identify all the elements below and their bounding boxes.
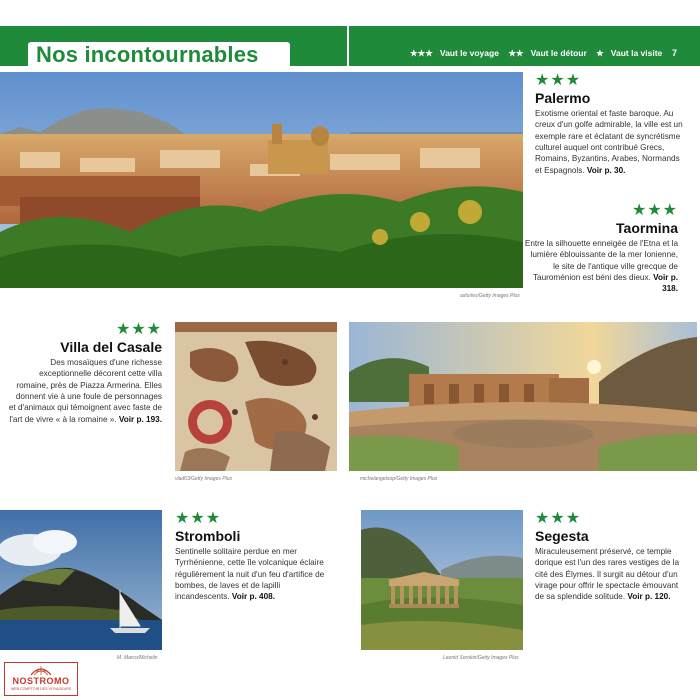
palermo-stars: ★★★ <box>535 70 582 89</box>
palermo-credit: asfurles/Getty Images Plus <box>460 293 520 299</box>
rating-3-label: Vaut le voyage <box>439 48 499 58</box>
taormina-credit: michelangeloop/Getty Images Plus <box>360 476 438 482</box>
segesta-ref: Voir p. 120. <box>627 592 671 602</box>
taormina-ref: Voir p. 318. <box>653 272 678 294</box>
segesta-credit: Leonid Sorokin/Getty Images Plus <box>443 655 519 661</box>
taormina-text <box>524 238 678 295</box>
stromboli-desc: Sentinelle solitaire perdue en mer Tyrrhénienne, cette île volcanique éclaire régulièrement la nuit d'un feu d'artifice de bombes, de laves et de lapilli incandescents. <box>175 547 325 602</box>
palermo-photo <box>0 72 523 288</box>
segesta-stars: ★★★ <box>535 508 582 527</box>
nostromo-logo <box>4 662 78 696</box>
palermo-title: Palermo <box>535 90 591 106</box>
rating-2-stars: ★★ <box>508 48 524 58</box>
villa-ref: Voir p. 193. <box>118 414 162 424</box>
segesta-text <box>535 546 687 603</box>
segesta-desc: Miraculeusement préservé, ce temple dorique est l'un des rares vestiges de la cité des Élymes. Il surgit au détour d'un virage pour offrir le spectacle émouvant de sa splendide solitude. <box>535 547 680 602</box>
rating-3-stars: ★★★ <box>410 48 433 58</box>
villa-desc: Des mosaïques d'une richesse exceptionnelle décorent cette villa romaine, près de Piazza Armerina. Elles donnent vie à une foule de personnages et d'animaux qui témoignent avec faste de l'art de vivre « à la romaine ». <box>8 358 162 424</box>
rating-1-label: Vaut la visite <box>610 48 663 58</box>
taormina-stars: ★★★ <box>631 200 678 219</box>
stromboli-title: Stromboli <box>175 528 241 544</box>
stromboli-text <box>175 546 335 603</box>
stromboli-ref: Voir p. 408. <box>231 592 275 602</box>
palermo-desc: Exotisme oriental et faste baroque. Au creux d'un golfe admirable, la ville est un exemple rare et éclatant de syncrétisme culturel auquel ont contribué Grecs, Romains, Byzantins, Arabes, Normands et Espagnols. <box>535 109 683 175</box>
rating-legend <box>410 48 669 59</box>
villa-title: Villa del Casale <box>60 339 162 355</box>
villa-text <box>8 357 162 425</box>
villa-stars: ★★★ <box>115 319 162 338</box>
logo-name: NOSTROMO <box>12 676 70 686</box>
page-gutter <box>347 26 349 66</box>
logo-tagline: WEB COMPTOIR DES VOYAGEURS <box>10 687 72 691</box>
villa-credit: vlad63/Getty Images Plus <box>175 476 232 482</box>
stromboli-stars: ★★★ <box>175 508 222 527</box>
palermo-ref: Voir p. 30. <box>586 165 626 175</box>
stromboli-credit: M. Marco/Michelin <box>117 655 158 661</box>
villa-photo <box>175 322 337 471</box>
page-title: Nos incontournables <box>36 42 259 67</box>
rating-2-label: Vaut le détour <box>530 48 587 58</box>
taormina-title: Taormina <box>616 220 678 236</box>
page-number: 7 <box>672 48 678 58</box>
taormina-photo <box>349 322 697 471</box>
stromboli-photo <box>0 510 162 650</box>
taormina-desc: Entre la silhouette enneigée de l'Etna et la lumière éblouissante de la mer Ionienne, le site de l'antique ville grecque de Tauroménion est béni des dieux. <box>524 239 678 282</box>
palermo-text <box>535 108 687 176</box>
rating-1-stars: ★ <box>596 48 604 58</box>
segesta-title: Segesta <box>535 528 589 544</box>
segesta-photo <box>361 510 523 650</box>
